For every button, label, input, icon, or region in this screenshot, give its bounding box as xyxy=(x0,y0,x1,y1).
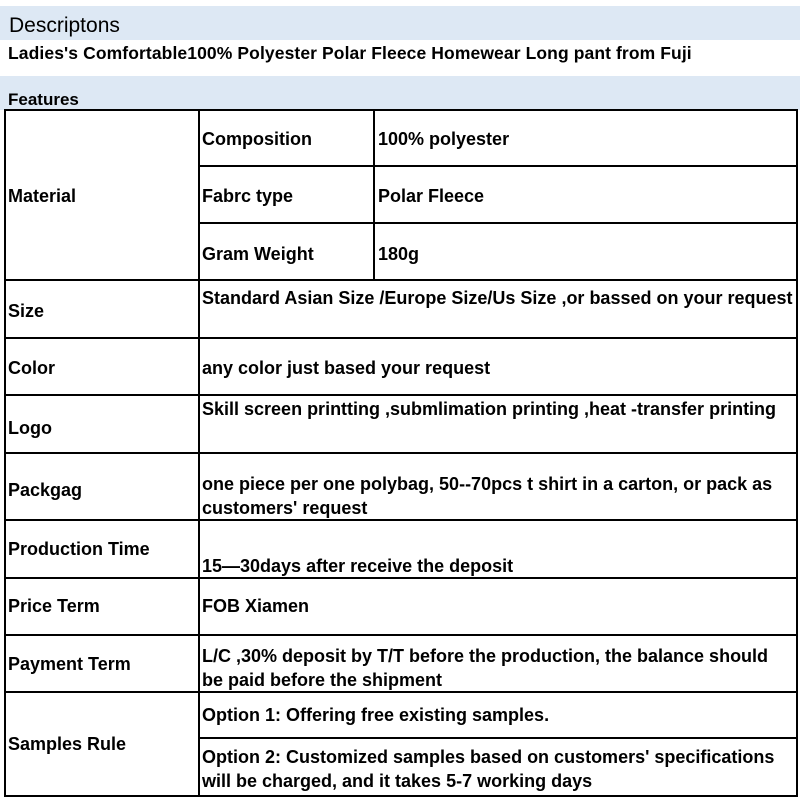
features-header-bar xyxy=(0,76,800,110)
packaging-label: Packgag xyxy=(8,480,83,500)
gram-weight-label: Gram Weight xyxy=(202,244,314,264)
logo-value: Skill screen printting ,submlimation printing ,heat -transfer printing xyxy=(202,399,777,419)
payment-term-label: Payment Term xyxy=(8,654,131,674)
description-header-bar xyxy=(0,6,800,40)
composition-value: 100% polyester xyxy=(378,129,510,149)
color-value: any color just based your request xyxy=(202,358,491,378)
samples-option-2: Option 2: Customized samples based on customers' specifications will be charged, and it takes 5-7 working days xyxy=(202,747,775,791)
description-heading: Descriptons xyxy=(9,14,120,37)
price-term-value: FOB Xiamen xyxy=(202,596,310,616)
samples-subrow-divider xyxy=(198,737,798,739)
fabric-type-label: Fabrc type xyxy=(202,186,294,206)
price-term-label: Price Term xyxy=(8,596,100,616)
fabric-type-value: Polar Fleece xyxy=(378,186,485,206)
production-time-label: Production Time xyxy=(8,539,150,559)
row-divider xyxy=(4,519,798,521)
row-divider xyxy=(4,452,798,454)
features-heading: Features xyxy=(8,90,79,109)
row-divider xyxy=(4,337,798,339)
samples-option-1: Option 1: Offering free existing samples. xyxy=(202,705,550,725)
samples-rule-label: Samples Rule xyxy=(8,734,127,754)
material-column-divider xyxy=(373,109,375,280)
row-divider xyxy=(4,394,798,396)
production-time-value: 15—30days after receive the deposit xyxy=(202,556,514,576)
table-border-left xyxy=(4,109,6,797)
label-column-divider xyxy=(198,109,200,797)
table-border-bottom xyxy=(4,795,798,797)
material-subrow-divider xyxy=(198,165,798,167)
packaging-value: one piece per one polybag, 50--70pcs t shirt in a carton, or pack as customers' request xyxy=(202,474,773,518)
payment-term-value: L/C ,30% deposit by T/T before the production, the balance should be paid before the shipment xyxy=(202,646,769,690)
row-divider xyxy=(4,279,798,281)
product-title: Ladies's Comfortable100% Polyester Polar Fleece Homewear Long pant from Fuji xyxy=(8,43,692,63)
composition-label: Composition xyxy=(202,129,312,149)
size-value: Standard Asian Size /Europe Size/Us Size ,or bassed on your request xyxy=(202,288,793,308)
table-border-top xyxy=(4,109,798,111)
material-subrow-divider xyxy=(198,222,798,224)
size-label: Size xyxy=(8,301,45,321)
color-label: Color xyxy=(8,358,55,378)
material-label: Material xyxy=(8,186,77,206)
table-border-right xyxy=(796,109,798,797)
gram-weight-value: 180g xyxy=(378,244,420,264)
features-table xyxy=(4,109,798,797)
logo-label: Logo xyxy=(8,418,52,438)
row-divider xyxy=(4,634,798,636)
